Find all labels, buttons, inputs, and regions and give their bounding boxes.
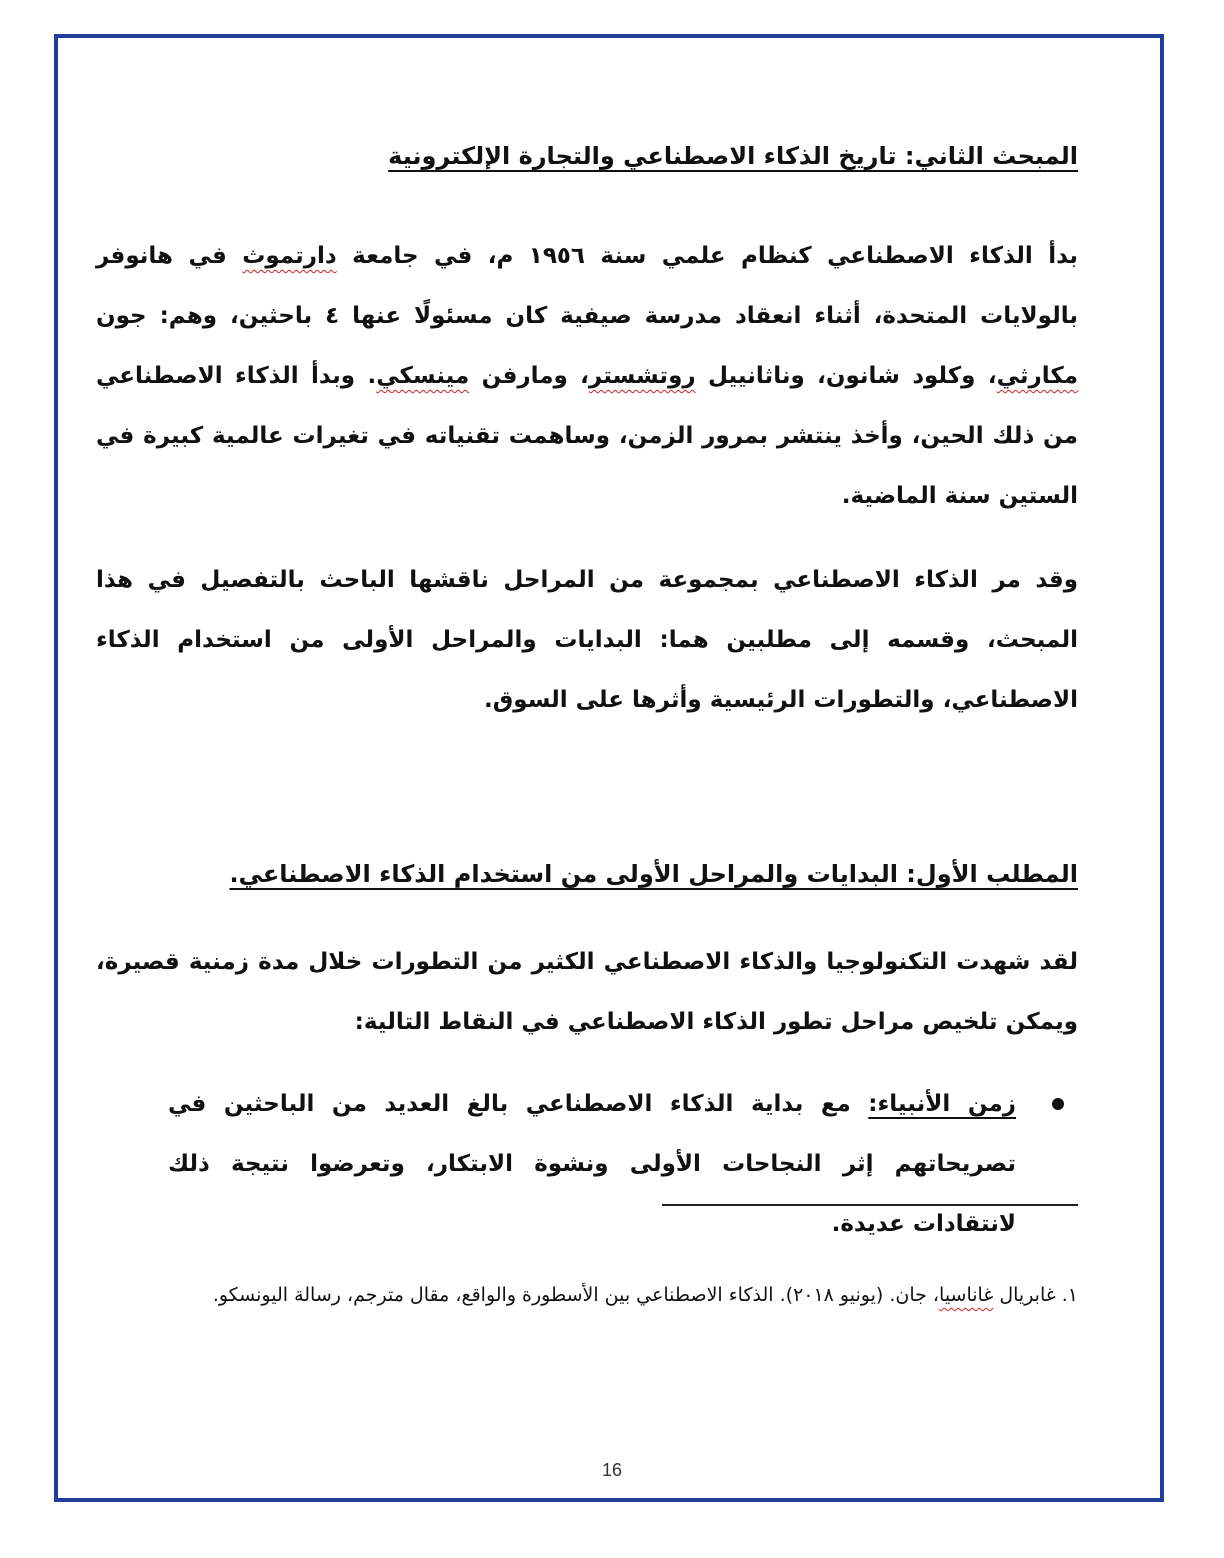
misspelled-word-dartmouth: دارتموث: [242, 243, 337, 269]
list-item: [168, 1074, 1078, 1254]
misspelled-word-ganascia: غاناسيا: [939, 1284, 994, 1306]
page-number: 16: [601, 1460, 623, 1480]
paragraph-history-part5: . وبدأ الذكاء الاصطناعي من ذلك الحين، وأخذ ينتشر بمرور الزمن، وساهمت تقنياته في تغيرات عالمية كبيرة في الستين سنة الماضية.: [96, 363, 1078, 509]
bullet-text: مع بداية الذكاء الاصطناعي بالغ العديد من الباحثين في تصريحاتهم إثر النجاحات الأولى ونشوة الابتكار، وتعرضوا نتيجة ذلك لانتقادات عديدة.: [168, 1091, 1016, 1237]
footnote-part2: ، جان. (يونيو ٢٠١٨). الذكاء الاصطناعي بين الأسطورة والواقع، مقال مترجم، رسالة اليونسكو.: [212, 1284, 940, 1306]
paragraph-history-part1: بدأ الذكاء الاصطناعي كنظام علمي سنة ١٩٥٦ م، في جامعة: [336, 243, 1079, 269]
misspelled-word-rochester: روتشستر: [588, 363, 696, 389]
footnote-part1: ١. غابريال: [993, 1284, 1078, 1306]
document-body: [96, 60, 1078, 1254]
bullet-dot-icon: [1052, 1098, 1064, 1110]
paragraph-stages: وقد مر الذكاء الاصطناعي بمجموعة من المراحل ناقشها الباحث بالتفصيل في هذا المبحث، وقسمه إلى مطلبين هما: البدايات والمراحل الأولى من استخدام الذكاء الاصطناعي، والتطورات الرئيسية وأثرها على السوق.: [96, 567, 1078, 713]
subsection-title: المطلب الأول: البدايات والمراحل الأولى من استخدام الذكاء الاصطناعي.: [229, 860, 1078, 888]
bullet-term: زمن الأنبياء:: [868, 1091, 1016, 1117]
section-title: المبحث الثاني: تاريخ الذكاء الاصطناعي والتجارة الإلكترونية: [388, 142, 1078, 170]
paragraph-history-part2: في هانوفر بالولايات المتحدة، أثناء انعقاد مدرسة صيفية كان مسئولًا عنها ٤ باحثين، وهم: جون: [96, 243, 1079, 329]
paragraph-history: [96, 226, 1078, 526]
paragraph-history-part3: ، وكلود شانون، وناثانييل: [695, 363, 997, 389]
paragraph-developments: لقد شهدت التكنولوجيا والذكاء الاصطناعي الكثير من التطورات خلال مدة زمنية قصيرة، ويمكن تلخيص مراحل تطور الذكاء الاصطناعي في النقاط التالية:: [96, 949, 1078, 1035]
paragraph-history-part4: ، ومارفن: [469, 363, 589, 389]
stages-list: [96, 1074, 1078, 1254]
footnote-separator: [662, 1204, 1078, 1206]
footnote: [150, 1265, 1078, 1325]
misspelled-word-minsky: مينسكي: [376, 363, 470, 389]
misspelled-word-mccarthy: مكارثي: [996, 363, 1078, 389]
